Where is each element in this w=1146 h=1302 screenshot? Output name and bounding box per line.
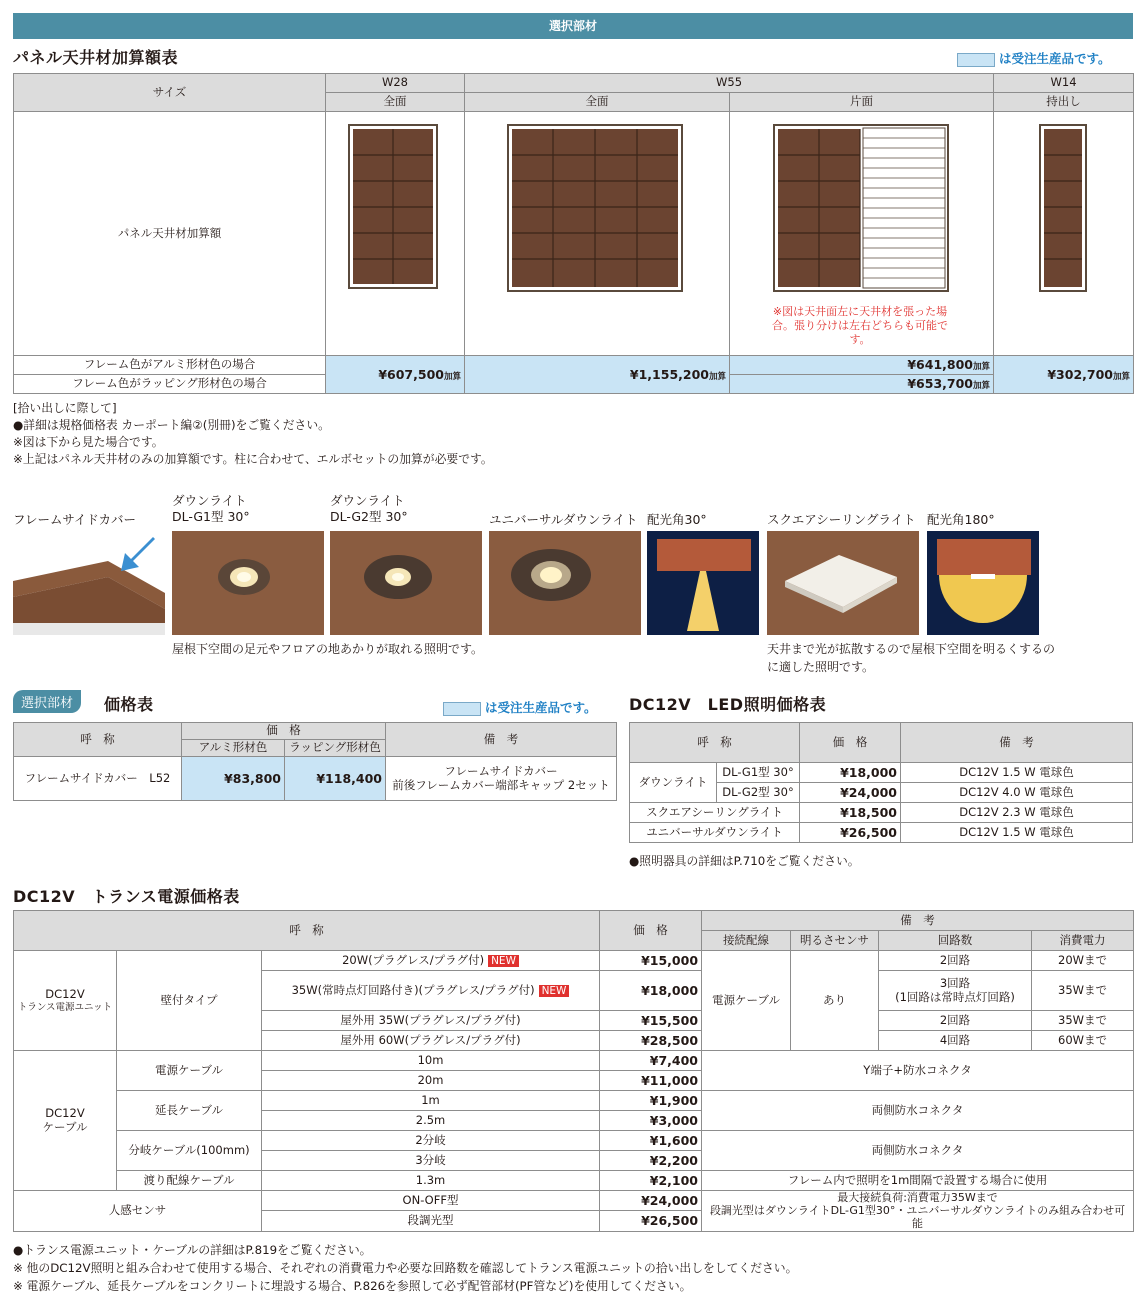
branch-cable: 分岐ケーブル(100mm) <box>117 1131 262 1171</box>
frame-cover-label: フレームサイドカバー <box>13 512 137 527</box>
led-table <box>629 722 1133 843</box>
led-type: ユニバーサルダウンライト <box>630 823 800 843</box>
unit-sensor: あり <box>791 951 879 1051</box>
new-badge: NEW <box>539 985 570 997</box>
unit-power: 35Wまで <box>1032 1011 1134 1031</box>
option-title: 価格表 <box>104 695 154 714</box>
legend-text: は受注生産品です。 <box>999 51 1111 66</box>
led-note: DC12V 1.5 W 電球色 <box>901 823 1133 843</box>
led-type: スクエアシーリングライト <box>630 803 800 823</box>
dl-g2-photo <box>330 531 482 635</box>
caption-downlight: 屋根下空間の足元やフロアの地あかりが取れる照明です。 <box>172 642 484 656</box>
unit-circuits: 4回路 <box>879 1031 1032 1051</box>
cable-len: 2.5m <box>262 1111 600 1131</box>
led-price: ¥24,000 <box>800 783 901 803</box>
trans-h-circuits: 回路数 <box>879 931 1032 951</box>
unit-name: 20W(プラグレス/プラグ付) NEW <box>262 951 600 971</box>
option-h-name: 呼 称 <box>14 723 182 757</box>
panel-w55-full-drawing <box>507 124 683 292</box>
option-legend <box>443 698 597 716</box>
dl-g1-photo <box>172 531 324 635</box>
legend <box>957 49 1111 67</box>
col-w28-type: 全面 <box>326 93 465 112</box>
option-name: フレームサイドカバー L52 <box>14 757 182 801</box>
cable-price: ¥1,900 <box>600 1091 702 1111</box>
section-header: 選択部材 <box>13 13 1133 39</box>
dl-g2-label: ダウンライト DL-G2型 30° <box>330 493 408 524</box>
unit-circuits: 2回路 <box>879 951 1032 971</box>
led-price: ¥26,500 <box>800 823 901 843</box>
unit-name: 35W(常時点灯回路付き)(プラグレス/プラグ付) NEW <box>262 971 600 1011</box>
cable-group: DC12V ケーブル <box>14 1051 117 1191</box>
note-line: ●トランス電源ユニット・ケーブルの詳細はP.819をご覧ください。 <box>13 1243 372 1257</box>
cable-len: 20m <box>262 1071 600 1091</box>
led-type: DL-G1型 30° <box>717 763 800 783</box>
trans-h-note: 備 考 <box>702 911 1134 931</box>
unit-power: 60Wまで <box>1032 1031 1134 1051</box>
sensor-note: 最大接続負荷:消費電力35Wまで 段調光型はダウンライトDL-G1型30°・ユニバーサルダウンライトのみ組み合わせ可能 <box>702 1191 1134 1232</box>
trans-h-power: 消費電力 <box>1032 931 1134 951</box>
cable-len: 3分岐 <box>262 1151 600 1171</box>
angle30-label: 配光角30° <box>647 512 707 527</box>
legend-swatch <box>443 702 481 716</box>
universal-photo <box>489 531 641 635</box>
square-photo <box>767 531 919 635</box>
led-h-note: 備 考 <box>901 723 1133 763</box>
panel-row-label: パネル天井材加算額 <box>14 112 326 356</box>
col-w55-full-type: 全面 <box>465 93 730 112</box>
trans-h-conn: 接続配線 <box>702 931 791 951</box>
frame-cover-photo <box>13 531 165 635</box>
trans-h-price: 価 格 <box>600 911 702 951</box>
note-line: ※ 電源ケーブル、延長ケーブルをコンクリートに埋設する場合、P.826を参照して必ず配管部材(PF管など)を使用してください。 <box>13 1279 692 1293</box>
note-line: ●詳細は規格価格表 カーポート編②(別冊)をご覧ください。 <box>13 418 330 432</box>
cable-price: ¥2,100 <box>600 1171 702 1191</box>
note-line: ※ 他のDC12V照明と組み合わせて使用する場合、それぞれの消費電力や必要な回路数を確認してトランス電源ユニットの拾い出しをしてください。 <box>13 1261 798 1275</box>
sensor-name: 人感センサ <box>14 1191 262 1232</box>
unit-name: 屋外用 35W(プラグレス/プラグ付) <box>262 1011 600 1031</box>
col-w14-type: 持出し <box>994 93 1134 112</box>
col-w55-half-type: 片面 <box>730 93 994 112</box>
note-line: ※図は下から見た場合です。 <box>13 435 164 449</box>
notes-trans <box>13 1241 1133 1295</box>
led-title: DC12V LED照明価格表 <box>629 695 827 714</box>
angle180-diagram <box>927 531 1039 635</box>
option-h-wrap: ラッピング形材色 <box>285 740 386 757</box>
wall-type: 壁付タイプ <box>117 951 262 1051</box>
panel-w28-drawing <box>348 124 438 289</box>
legend-text: は受注生産品です。 <box>485 700 597 715</box>
col-w28: W28 <box>326 74 465 93</box>
frame-wrap-label: フレーム色がラッピング形材色の場合 <box>14 375 326 394</box>
sensor-price: ¥24,000 <box>600 1191 702 1211</box>
led-downlight-label: ダウンライト <box>630 763 717 803</box>
cable-len: 10m <box>262 1051 600 1071</box>
unit-power: 35Wまで <box>1032 971 1134 1011</box>
note-line: ※上記はパネル天井材のみの加算額です。柱に合わせて、エルボセットの加算が必要です。 <box>13 452 493 466</box>
price-w55-full: ¥1,155,200加算 <box>465 356 730 394</box>
unit-price: ¥15,000 <box>600 951 702 971</box>
unit-price: ¥28,500 <box>600 1031 702 1051</box>
sensor-type: ON-OFF型 <box>262 1191 600 1211</box>
panel-w55-half-drawing <box>773 124 949 292</box>
ext-note: 両側防水コネクタ <box>702 1091 1134 1131</box>
led-note: DC12V 2.3 W 電球色 <box>901 803 1133 823</box>
cable-len: 1.3m <box>262 1171 600 1191</box>
power-cable: 電源ケーブル <box>117 1051 262 1091</box>
unit-price: ¥15,500 <box>600 1011 702 1031</box>
unit-circuits: 2回路 <box>879 1011 1032 1031</box>
cable-price: ¥1,600 <box>600 1131 702 1151</box>
cross-note: フレーム内で照明を1m間隔で設置する場合に使用 <box>702 1171 1134 1191</box>
trans-title: DC12V トランス電源価格表 <box>13 887 240 906</box>
cable-price: ¥3,000 <box>600 1111 702 1131</box>
cable-price: ¥2,200 <box>600 1151 702 1171</box>
led-h-name: 呼 称 <box>630 723 800 763</box>
br-note: 両側防水コネクタ <box>702 1131 1134 1171</box>
led-price: ¥18,500 <box>800 803 901 823</box>
option-h-price: 価 格 <box>182 723 386 740</box>
square-label: スクエアシーリングライト <box>767 512 916 527</box>
led-footnote: ●照明器具の詳細はP.710をご覧ください。 <box>629 854 860 868</box>
ext-cable: 延長ケーブル <box>117 1091 262 1131</box>
cable-len: 1m <box>262 1091 600 1111</box>
price-w28: ¥607,500加算 <box>326 356 465 394</box>
option-price-wrap: ¥118,400 <box>285 757 386 801</box>
panel-note: ※図は天井面左に天井材を張った場合。張り分けは左右どちらも可能です。 <box>772 305 948 346</box>
option-h-alu: アルミ形材色 <box>182 740 285 757</box>
trans-h-sensor: 明るさセンサ <box>791 931 879 951</box>
pc-note: Y端子+防水コネクタ <box>702 1051 1134 1091</box>
notes-panel <box>13 400 1113 468</box>
cable-price: ¥7,400 <box>600 1051 702 1071</box>
price-w14: ¥302,700加算 <box>994 356 1134 394</box>
new-badge: NEW <box>488 955 519 967</box>
unit-circuits: 3回路 (1回路は常時点灯回路) <box>879 971 1032 1011</box>
sensor-price: ¥26,500 <box>600 1211 702 1231</box>
angle30-diagram <box>647 531 759 635</box>
led-note: DC12V 1.5 W 電球色 <box>901 763 1133 783</box>
price-w55-half-alu: ¥641,800加算 <box>730 356 994 375</box>
col-w14: W14 <box>994 74 1134 93</box>
cross-cable: 渡り配線ケーブル <box>117 1171 262 1191</box>
option-note: フレームサイドカバー 前後フレームカバー端部キャップ 2セット <box>386 757 617 801</box>
led-type: DL-G2型 30° <box>717 783 800 803</box>
option-table <box>13 722 617 801</box>
dl-g1-label: ダウンライト DL-G1型 30° <box>172 493 250 524</box>
panel-w14-drawing <box>1039 124 1087 292</box>
cable-len: 2分岐 <box>262 1131 600 1151</box>
unit-power: 20Wまで <box>1032 951 1134 971</box>
angle180-label: 配光角180° <box>927 512 995 527</box>
trans-h-name: 呼 称 <box>14 911 600 951</box>
option-tag: 選択部材 <box>13 690 81 713</box>
col-w55: W55 <box>465 74 994 93</box>
caption-square: 天井まで光が拡散するので屋根下空間を明るくするのに適した照明です。 <box>767 642 1056 674</box>
price-w55-half-wrap: ¥653,700加算 <box>730 375 994 394</box>
frame-alu-label: フレーム色がアルミ形材色の場合 <box>14 356 326 375</box>
option-h-note: 備 考 <box>386 723 617 757</box>
panel-table-title: パネル天井材加算額表 <box>13 48 179 67</box>
led-price: ¥18,000 <box>800 763 901 783</box>
unit-price: ¥18,000 <box>600 971 702 1011</box>
led-note: DC12V 4.0 W 電球色 <box>901 783 1133 803</box>
universal-label: ユニバーサルダウンライト <box>489 512 638 527</box>
note-line: [拾い出しに際して] <box>13 401 117 415</box>
unit-name: 屋外用 60W(プラグレス/プラグ付) <box>262 1031 600 1051</box>
size-header: サイズ <box>14 74 326 112</box>
led-h-price: 価 格 <box>800 723 901 763</box>
cable-price: ¥11,000 <box>600 1071 702 1091</box>
unit-conn: 電源ケーブル <box>702 951 791 1051</box>
unit-group: DC12V トランス電源ユニット <box>14 951 117 1051</box>
sensor-type: 段調光型 <box>262 1211 600 1231</box>
option-price-alu: ¥83,800 <box>182 757 285 801</box>
trans-table <box>13 910 1134 1232</box>
legend-swatch <box>957 53 995 67</box>
